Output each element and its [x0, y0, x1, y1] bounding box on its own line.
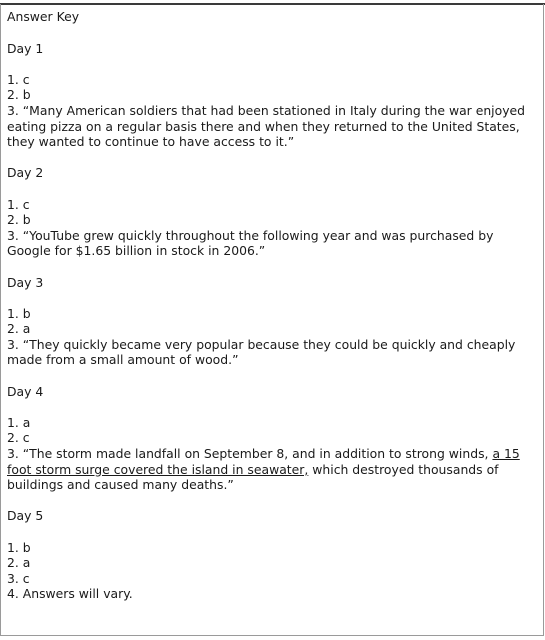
day-5-answer-4: 4. Answers will vary. [7, 586, 133, 602]
day-4-quote-start: 3. “The storm made landfall on September 8, and in addition to strong winds, [7, 446, 493, 462]
day-1-answer-2: 2. b [7, 87, 31, 103]
day-3-answers [7, 306, 537, 368]
day-2-answer-3-quote: 3. “YouTube grew quickly throughout the following year and was purchased by Google for $1.65 billion in stock in 2006.” [7, 227, 494, 259]
day-5-answers [7, 540, 537, 602]
day-1-answer-1: 1. c [7, 71, 30, 87]
day-4-heading: Day 4 [7, 383, 44, 399]
day-5-heading: Day 5 [7, 508, 44, 524]
document-title: Answer Key [7, 9, 80, 24]
day-2-heading: Day 2 [7, 165, 44, 181]
day-3-answer-1: 1. b [7, 305, 31, 321]
day-2-answer-1: 1. c [7, 196, 30, 212]
day-2-answers [7, 197, 537, 259]
day-4-quote-underlined: a 15 foot storm surge covered the island in seawater, [7, 446, 520, 477]
day-3-answer-3-quote: 3. “They quickly became very popular because they could be quickly and cheaply made from a small amount of wood.” [7, 336, 516, 368]
day-1-answer-3-quote: 3. “Many American soldiers that had been stationed in Italy during the war enjoyed eating pizza on a regular basis there and when they returned to the United States, they wanted to continue to have access to it.” [7, 102, 526, 150]
day-5-answer-2: 2. a [7, 555, 31, 571]
day-2-answer-2: 2. b [7, 212, 31, 228]
answer-key-document [7, 9, 537, 618]
day-4-answer-3-quote [7, 446, 537, 493]
day-5-answer-1: 1. b [7, 539, 31, 555]
day-4-answer-1: 1. a [7, 414, 31, 430]
day-1-answers [7, 72, 537, 150]
day-3-answer-2: 2. a [7, 321, 31, 337]
day-4-quote-end: which destroyed thousands of buildings and caused many deaths.” [7, 461, 499, 493]
day-3-heading: Day 3 [7, 274, 44, 290]
day-4-answers [7, 415, 537, 493]
day-1-heading: Day 1 [7, 40, 44, 56]
day-5-answer-3: 3. c [7, 570, 30, 586]
day-4-answer-2: 2. c [7, 430, 30, 446]
